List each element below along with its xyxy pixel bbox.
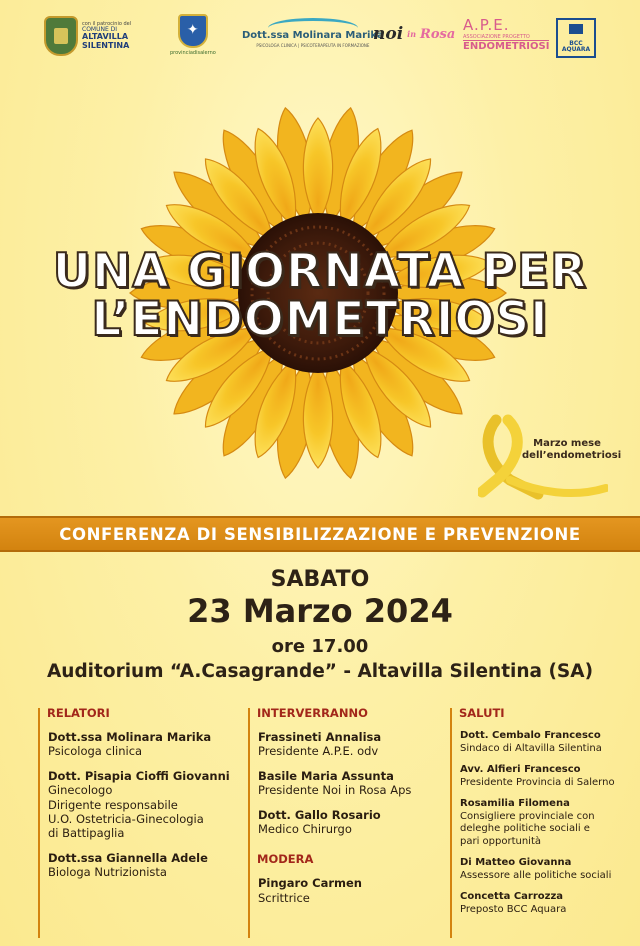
comune-label: COMUNE DI: [82, 26, 118, 34]
saluti-column: [450, 706, 635, 925]
speaker-entry: [48, 730, 238, 759]
sponsor-logos: [0, 12, 640, 72]
speaker-entry: [460, 798, 635, 848]
speaker-name: Di Matteo Giovanna: [460, 857, 572, 868]
conference-banner: [0, 516, 640, 552]
speaker-name: Dott.ssa Giannella Adele: [48, 850, 208, 865]
relatori-heading: RELATORI: [47, 706, 110, 720]
speaker-entry: [258, 808, 438, 837]
speaker-entry: [460, 891, 635, 916]
speaker-role: Consigliere provinciale con: [460, 810, 595, 822]
interverranno-column: [248, 706, 438, 915]
speaker-name: Avv. Alfieri Francesco: [460, 764, 581, 775]
modera-heading: MODERA: [257, 852, 314, 867]
provincia-name: provinciadisalerno: [170, 50, 216, 56]
banner-text: CONFERENZA DI SENSIBILIZZAZIONE E PREVENZIONE: [59, 524, 581, 544]
speaker-role: U.O. Ostetricia-Ginecologia: [48, 811, 204, 826]
speaker-name: Pingaro Carmen: [258, 876, 362, 891]
speaker-entry: [460, 730, 635, 755]
relatori-column: [38, 706, 238, 889]
bcc-icon: [569, 24, 583, 34]
speaker-entry: [258, 876, 438, 905]
ape-name: ENDOMETRIOSI: [463, 41, 550, 52]
bcc-name: BCC AQUARA: [561, 39, 591, 54]
patrocinio-text: con il patrocinio del: [82, 20, 132, 27]
ribbon-caption-line-2: dell’endometriosi: [522, 449, 622, 461]
speaker-role: Presidente Noi in Rosa Aps: [258, 783, 412, 798]
saluti-heading: SALUTI: [459, 706, 505, 720]
event-time: ore 17.00: [271, 636, 369, 657]
speaker-role: Biologa Nutrizionista: [48, 865, 167, 879]
speaker-role: Scrittrice: [258, 890, 310, 905]
speaker-name: Dott.ssa Molinara Marika: [48, 730, 212, 744]
speaker-entry: [258, 730, 438, 759]
molinara-logo: [242, 18, 384, 48]
noi-in-rosa-logo: [373, 24, 455, 44]
comune-crest-icon: [44, 16, 78, 56]
ape-sub: ASSOCIAZIONE PROGETTO: [463, 34, 530, 40]
speaker-role: pari opportunità: [460, 835, 542, 847]
speaker-role: di Battipaglia: [48, 826, 125, 841]
speaker-entry: [258, 769, 438, 798]
ribbon-caption: [522, 438, 622, 461]
speaker-role: Ginecologo: [48, 783, 113, 798]
speaker-name: Rosamilia Filomena: [460, 798, 570, 809]
rosa-text: Rosa: [420, 26, 456, 42]
interverranno-heading: INTERVERRANNO: [257, 706, 368, 720]
speaker-name: Basile Maria Assunta: [258, 768, 394, 783]
title-line-2: L’ENDOMETRIOSI: [91, 292, 549, 347]
speaker-role: Presidente A.P.E. odv: [258, 744, 379, 759]
molinara-sub: PSICOLOGA CLINICA | PSICOTERAPEUTA IN FORMAZIONE: [256, 43, 370, 48]
speaker-role: Psicologa clinica: [48, 744, 143, 759]
event-day: SABATO: [270, 567, 370, 592]
speaker-entry: [48, 851, 238, 880]
comune-altavilla-logo: [44, 16, 146, 56]
noi-text: noi: [373, 24, 404, 44]
title-line-1: UNA GIORNATA PER: [52, 244, 588, 299]
speaker-role: Sindaco di Altavilla Silentina: [460, 742, 602, 754]
speaker-entry: [460, 857, 635, 882]
speaker-role: deleghe politiche sociali e: [460, 823, 590, 834]
speaker-role: Medico Chirurgo: [258, 821, 352, 836]
ape-logo: [463, 16, 549, 52]
speaker-entry: [460, 764, 635, 789]
bcc-aquara-logo: [556, 18, 596, 58]
speaker-role: Dirigente responsabile: [48, 797, 178, 812]
provincia-salerno-logo: [170, 14, 216, 56]
speaker-role: Presidente Provincia di Salerno: [460, 776, 615, 788]
speaker-name: Frassineti Annalisa: [258, 730, 382, 744]
speaker-name: Dott. Cembalo Francesco: [460, 730, 601, 741]
comune-name: ALTAVILLA SILENTINA: [82, 32, 130, 50]
molinara-name: Dott.ssa Molinara Marika: [242, 30, 384, 41]
speaker-name: Dott. Gallo Rosario: [258, 807, 381, 822]
speaker-name: Concetta Carrozza: [460, 891, 564, 902]
event-venue: Auditorium “A.Casagrande” - Altavilla Silentina (SA): [46, 661, 594, 682]
speaker-name: Dott. Pisapia Cioffi Giovanni: [48, 768, 230, 783]
speaker-role: Preposto BCC Aquara: [460, 903, 567, 915]
provincia-crest-icon: [178, 14, 208, 48]
speaker-entry: [48, 769, 238, 841]
ribbon-caption-line-1: Marzo mese: [533, 438, 601, 449]
event-date: 23 Marzo 2024: [187, 592, 453, 630]
speaker-role: Assessore alle politiche sociali: [460, 869, 612, 881]
in-text: in: [407, 29, 417, 39]
ape-title: A.P.E.: [463, 16, 510, 34]
